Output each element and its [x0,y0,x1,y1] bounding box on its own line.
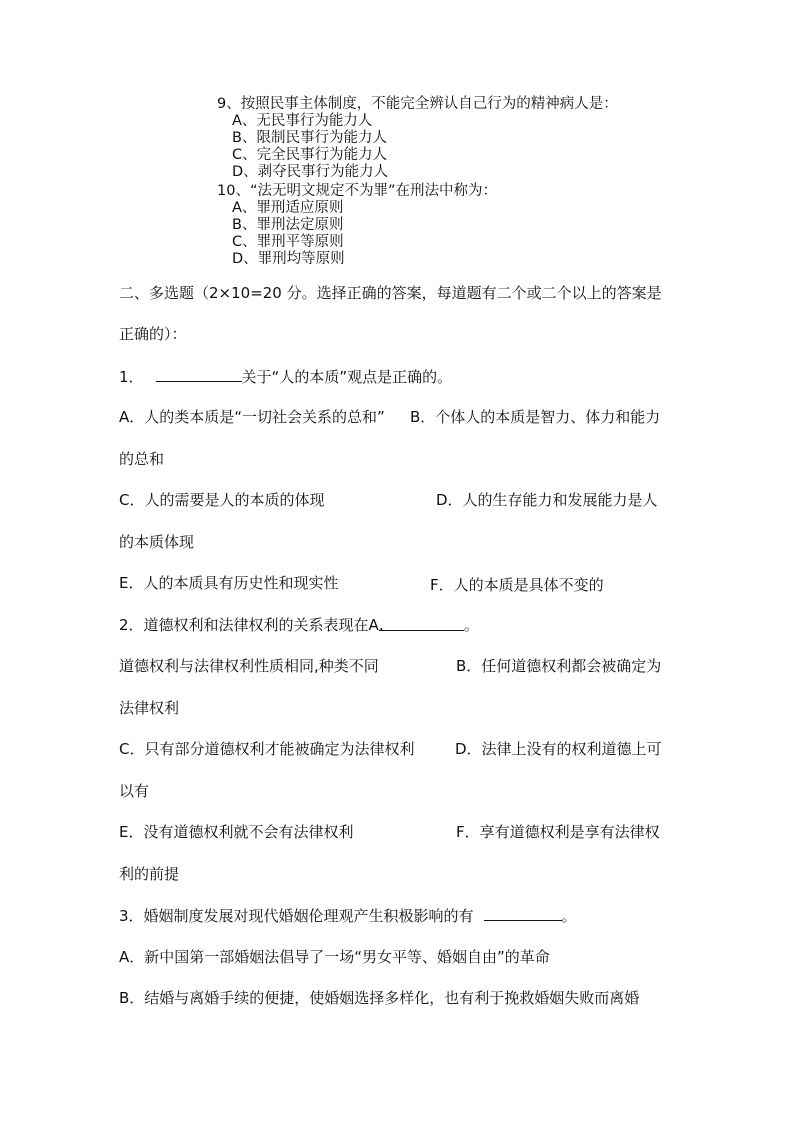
q2-option-d-cont: 以有 [119,782,150,800]
q10-option-c: C、罪刑平等原则 [232,234,344,250]
q1-stem: 关于“人的本质”观点是正确的。 [241,368,453,386]
q1-option-f: F．人的本质是具体不变的 [430,576,604,594]
q2-stem: 2．道德权利和法律权利的关系表现在A [119,616,379,634]
q1-number: 1． [119,368,144,386]
q1-option-a: A．人的类本质是“一切社会关系的总和” [119,408,385,426]
q2-answer-blank[interactable] [378,616,464,634]
q2-option-f: F．享有道德权利是享有法律权 [456,823,660,841]
q3-option-a: A．新中国第一部婚姻法倡导了一场“男女平等、婚姻自由”的革命 [119,948,550,966]
q3-stem: 3．婚姻制度发展对现代婚姻伦理观产生积极影响的有 [119,907,474,925]
q2-option-a: 道德权利与法律权利性质相同,种类不同 [119,657,379,675]
q3-option-b: B．结婚与离婚手续的便捷，使婚姻选择多样化，也有利于挽救婚姻失败而离婚 [119,989,640,1007]
q1-option-d-cont: 的本质体现 [119,533,195,551]
q2-option-c: C．只有部分道德权利才能被确定为法律权利 [119,740,415,758]
q1-option-e: E．人的本质具有历史性和现实性 [119,574,339,592]
q2-option-b: B．任何道德权利都会被确定为 [456,657,662,675]
q9-option-a: A、无民事行为能力人 [232,113,373,129]
q2-option-b-cont: 法律权利 [119,699,180,717]
q10-option-b: B、罪刑法定原则 [232,217,344,233]
q9-option-c: C、完全民事行为能力人 [232,147,388,163]
q3-end-mark: 。 [561,907,577,925]
q3-stem-line [119,906,577,925]
section-heading: 二、多选题（2×10=20 分。选择正确的答案，每道题有二个或二个以上的答案是 [119,284,662,302]
q2-stem-line [119,616,479,634]
q9-option-b: B、限制民事行为能力人 [232,130,387,146]
q1-option-d: D．人的生存能力和发展能力是人 [436,491,658,509]
q2-option-d: D．法律上没有的权利道德上可 [455,740,662,758]
q10-option-a: A、罪刑适应原则 [232,200,344,216]
q3-answer-blank[interactable] [484,906,562,921]
q10-stem: 10、“法无明文规定不为罪”在刑法中称为： [217,183,497,199]
q9-option-d: D、剥夺民事行为能力人 [232,164,389,180]
q2-end-mark: 。 [463,616,479,634]
q9-stem: 9、按照民事主体制度，不能完全辨认自己行为的精神病人是： [217,96,618,112]
q1-option-b: B．个体人的本质是智力、体力和能力 [410,408,661,426]
q1-option-c: C．人的需要是人的本质的体现 [119,491,325,509]
q2-option-e: E．没有道德权利就不会有法律权利 [119,823,354,841]
q1-option-b-cont: 的总和 [119,450,165,468]
section-heading-cont: 正确的）： [119,325,187,343]
q2-option-f-cont: 利的前提 [119,865,180,883]
q1-answer-blank[interactable] [156,367,242,382]
q10-option-d: D、罪刑均等原则 [232,251,345,267]
q2-blank-dot: . [378,616,384,634]
q1-stem-line [119,367,452,386]
